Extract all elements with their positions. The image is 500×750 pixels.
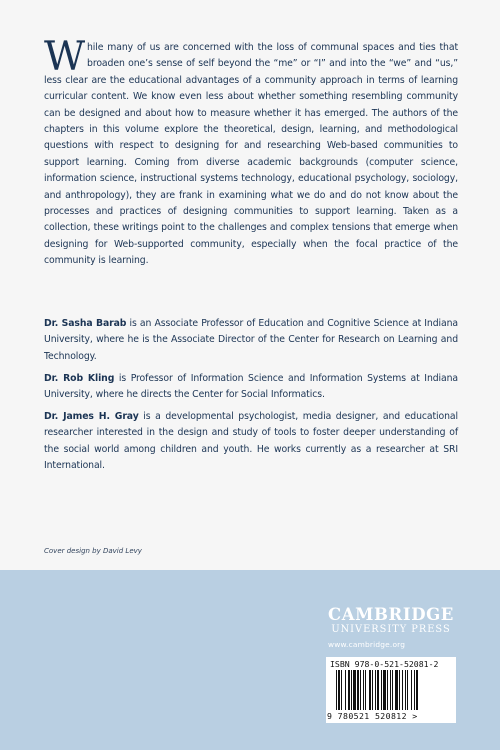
barcode-bar xyxy=(338,670,340,710)
barcode-bar xyxy=(375,670,376,710)
barcode-bar xyxy=(351,670,352,710)
barcode-bar xyxy=(363,670,364,710)
bio-kling xyxy=(44,371,458,404)
publisher-url: www.cambridge.org xyxy=(328,640,406,649)
barcode-bar xyxy=(348,670,350,710)
bio-text: is an Associate Professor of Education and Cognitive Science at Indiana University, where he is the Associate Director of the Center for Research on Learning and Technology. xyxy=(44,318,458,362)
cover-design-credit: Cover design by David Levy xyxy=(44,547,142,555)
barcode-bar xyxy=(392,670,393,710)
blurb-text: hile many of us are concerned with the loss of communal spaces and ties that broaden one’s sense of self beyond the “me” or “I” and into the “we” and “us,” less clear are the educational advantages of a community approach in terms of learning curricular content. We know even less about whether something resembling community can be designed and about how to measure whether it has emerged. The authors of the chapters in this volume explore the theoretical, design, learning, and methodological questions with respect to designing for and researching Web-based communities to support learning. Coming from diverse academic backgrounds (computer science, information science, instructional systems technology, educational psychology, sociology, and anthropology), they are frank in examining what we do and do not know about the processes and practices of designing communities to support learning. Taken as a collection, these writings point to the challenges and complex tensions that emerge when designing for Web-supported community, especially when the focal practice of the community is learning. xyxy=(44,42,458,267)
barcode-bar xyxy=(336,670,337,710)
barcode-digits: 9 780521 520812 > xyxy=(327,711,418,721)
barcode-bars xyxy=(336,670,446,710)
barcode-bar xyxy=(383,670,386,710)
barcode-bar xyxy=(381,670,382,710)
barcode-bar xyxy=(390,670,391,710)
barcode xyxy=(326,657,456,723)
bio-name: Dr. Sasha Barab xyxy=(44,318,127,329)
bio-name: Dr. James H. Gray xyxy=(44,411,139,422)
isbn-label: ISBN 978-0-521-52081-2 xyxy=(330,659,439,669)
barcode-bar xyxy=(414,670,415,710)
barcode-bar xyxy=(377,670,379,710)
bio-name: Dr. Rob Kling xyxy=(44,373,115,384)
barcode-bar xyxy=(369,670,371,710)
barcode-bar xyxy=(411,670,412,710)
barcode-bar xyxy=(387,670,388,710)
barcode-bar xyxy=(399,670,400,710)
barcode-bar xyxy=(357,670,359,710)
publisher-logo-sub: UNIVERSITY PRESS xyxy=(331,624,451,635)
bio-barab xyxy=(44,316,458,365)
barcode-bar xyxy=(353,670,356,710)
barcode-bar xyxy=(405,670,406,710)
barcode-bar xyxy=(416,670,418,710)
barcode-bar xyxy=(395,670,398,710)
bio-text: is a developmental psychologist, media designer, and educational researcher interested in the design and study of tools to foster deeper understanding of the social world among children and youth. He works currently as a researcher at SRI International. xyxy=(44,411,458,472)
barcode-bar xyxy=(365,670,366,710)
publisher-logo-name: CAMBRIDGE xyxy=(328,605,454,624)
blurb-paragraph xyxy=(44,34,458,270)
bio-gray xyxy=(44,409,458,475)
bio-text: is Professor of Information Science and Information Systems at Indiana University, where he directs the Center for Social Informatics. xyxy=(44,373,459,401)
barcode-bar xyxy=(407,670,408,710)
barcode-bar xyxy=(345,670,346,710)
barcode-bar xyxy=(341,670,342,710)
barcode-bar xyxy=(360,670,361,710)
barcode-bar xyxy=(372,670,373,710)
barcode-bar xyxy=(402,670,403,710)
drop-cap: W xyxy=(44,34,86,80)
